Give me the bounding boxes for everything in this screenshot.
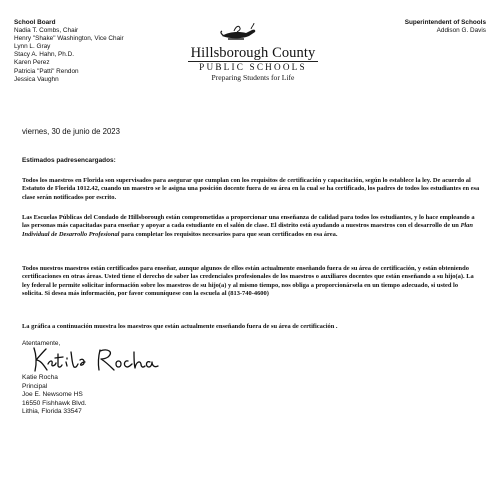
letter-date: viernes, 30 de junio de 2023 [22, 127, 120, 136]
superintendent-title: Superintendent of Schools [404, 19, 486, 26]
district-name: Hillsborough County [190, 45, 316, 61]
board-member: Henry "Shake" Washington, Vice Chair [14, 35, 124, 43]
superintendent-block [405, 19, 486, 35]
paragraph-1: Todos los maestros en Florida son supervisados para asegurar que cumplan con los requisitos de certificación y capacitación, según lo establece la ley. De acuerdo al Estatuto de Florida 1012.42, cuando un maestro se le asigna una posición docente fuera de su área en la cual se ha certificado, los padres de todos los estudiantes en esa clase serán notificados por escrito. [22, 177, 480, 201]
closing: Atentamente, [22, 340, 61, 347]
paragraph-4: La gráfica a continuación muestra los maestros que están actualmente enseñando fuera de su área de certificación . [22, 323, 338, 330]
paragraph-3: Todos nuestros maestros están certificados para enseñar, aunque algunos de ellos están actualmente enseñando fuera de su área de certificación, y están obteniendo certificaciones en otras áreas. Usted tiene el derecho de saber las credenciales profesionales de los maestros o auxiliares docentes que están enseñando a su hijo(a). La ley federal le permite solicitar información sobre los maestros de su hijo(a) y al mismo tiempo, nos obliga a proporcionársela en un tiempo adecuado, si usted lo solicita. Si desea más información, por favor comuníquese con la escuela al (813-740-4600) [22, 265, 474, 297]
signer-school: Joe E. Newsome HS [22, 391, 83, 398]
school-board-list [14, 19, 124, 84]
salutation: Estimados padresencargados: [22, 157, 116, 164]
board-member: Stacy A. Hahn, Ph.D. [14, 51, 75, 59]
signer-address-line-2: Lithia, Florida 33547 [22, 408, 82, 415]
school-board-title: School Board [14, 19, 56, 26]
board-member: Patricia "Patti" Rendon [14, 67, 79, 75]
district-tagline: Preparing Students for Life [211, 73, 295, 82]
signature-image [28, 344, 168, 374]
plan-name: Plan Individual de Desarrollo Profesional [22, 222, 473, 238]
signer-block [22, 374, 87, 417]
board-member: Jessica Vaughn [14, 75, 59, 83]
superintendent-name: Addison G. Davis [436, 27, 486, 35]
paragraph-2-text: Las Escuelas Públicas del Condado de Hillsborough están comprometidas a proporcionar una enseñanza de calidad para todos los estudiantes, y lo hace empleando a las personas más capacitadas para enseñar y apoyar a cada estudiante en el salón de clase. El distrito está ayudando a nuestros maestros con el desarrollo de un [22, 214, 475, 230]
signer-name: Katie Rocha [22, 374, 58, 381]
district-logo [168, 20, 338, 90]
signer-title: Principal [22, 382, 48, 390]
lamp-of-learning-icon [218, 20, 258, 42]
signer-address-line-1: 16550 Fishhawk Blvd. [22, 399, 87, 407]
board-member: Nadia T. Combs, Chair [14, 27, 79, 35]
paragraph-2 [22, 214, 480, 239]
district-subname: PUBLIC SCHOOLS [199, 62, 307, 72]
board-member: Lynn L. Gray [14, 43, 51, 51]
paragraph-2-text-end: para completar los requisitos necesarios para que sean certificados en esa área. [119, 230, 338, 238]
board-member: Karen Perez [14, 59, 50, 67]
